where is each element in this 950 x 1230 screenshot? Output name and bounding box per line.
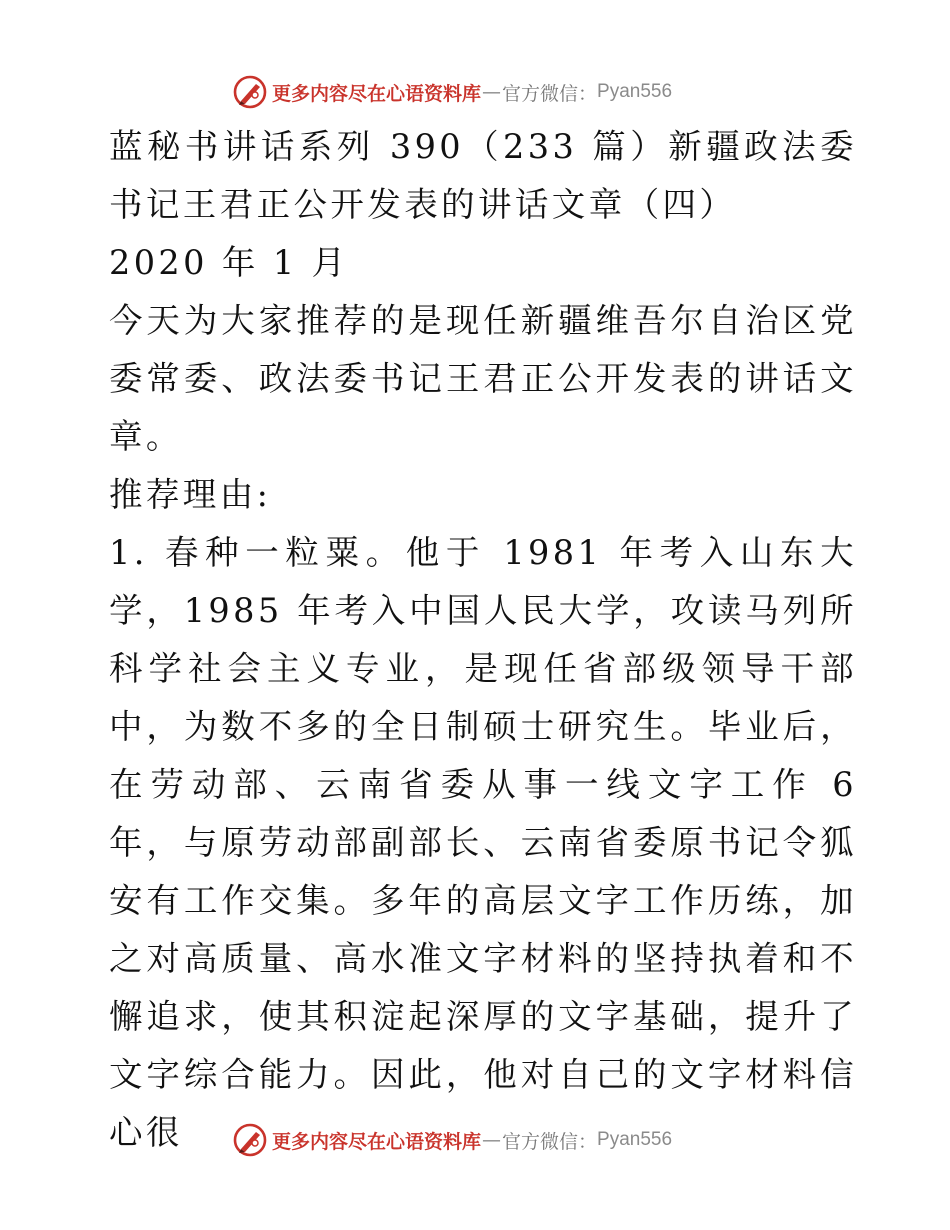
footer-banner <box>0 1120 950 1160</box>
pen-logo-icon <box>232 1122 268 1158</box>
wechat-id: Pyan556 <box>597 1129 673 1150</box>
wechat-id: Pyan556 <box>597 81 673 102</box>
banner-dash: — <box>482 81 502 103</box>
document-date: 2020 年 1 月 <box>109 243 349 282</box>
pen-logo-icon <box>232 74 268 110</box>
reason-heading: 推荐理由: <box>109 475 272 514</box>
site-name: 更多内容尽在心语资料库 <box>272 82 482 105</box>
header-banner <box>0 72 950 112</box>
official-label: 官方微信： <box>502 82 598 105</box>
site-name: 更多内容尽在心语资料库 <box>272 1130 482 1153</box>
body-paragraph: 1. 春种一粒粟。他于 1981 年考入山东大学，1985 年考入中国人民大学，攻读马列所科学社会主义专业，是现任省部级领导干部中，为数不多的全日制硕士研究生。毕业后，在劳动部、云南省委从事一线文字工作 6 年，与原劳动部副部长、云南省委原书记令狐安有工作交集。多年的高层文字工作历练，加之对高质量、高水准文字材料的坚持执着和不懈追求，使其积淀起深厚的文字基础，提升了文字综合能力。因此，他对自己的文字材料信心很 <box>109 533 857 1152</box>
intro-paragraph: 今天为大家推荐的是现任新疆维吾尔自治区党委常委、政法委书记王君正公开发表的讲话文章。 <box>109 301 857 456</box>
document-title: 蓝秘书讲话系列 390（233 篇）新疆政法委书记王君正公开发表的讲话文章（四） <box>109 127 857 224</box>
banner-dash: — <box>482 1129 502 1151</box>
official-label: 官方微信： <box>502 1130 598 1153</box>
document-body <box>97 118 857 1162</box>
